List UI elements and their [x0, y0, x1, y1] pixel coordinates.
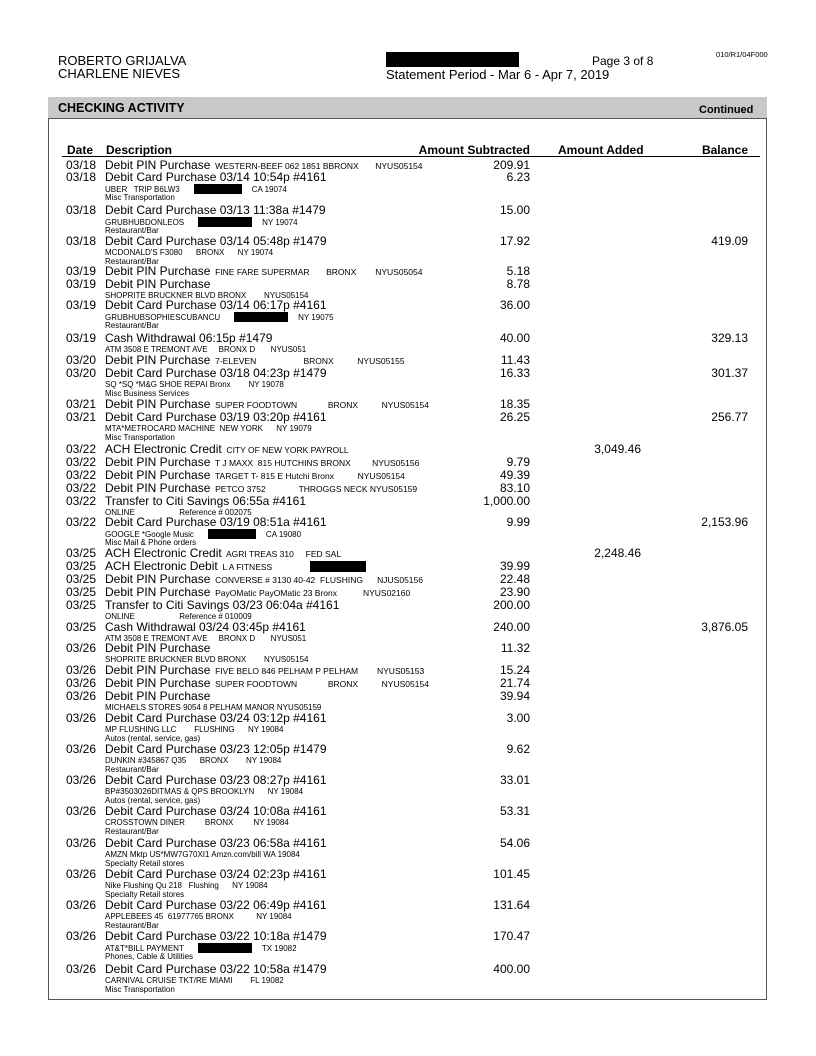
txn-merchant: ONLINE Reference # 002075	[105, 508, 252, 517]
txn-description	[105, 837, 327, 850]
txn-merchant: SUPER FOODTOWN BRONX NYUS05154	[210, 400, 429, 410]
txn-merchant: APPLEBEES 45 61977765 BRONX NY 19084	[105, 912, 292, 921]
txn-merchant: BP#3503026DITMAS & QPS BROOKLYN NY 19084	[105, 787, 304, 796]
txn-category: Misc Transportation	[105, 985, 175, 994]
txn-description	[105, 367, 327, 380]
txn-type: Debit PIN Purchase	[105, 689, 211, 703]
txn-date: 03/18	[66, 234, 97, 248]
txn-type: Debit Card Purchase 03/23 06:58a #4161	[105, 836, 327, 850]
txn-date: 03/26	[66, 867, 97, 881]
txn-category: Restaurant/Bar	[105, 827, 159, 836]
txn-type: Debit PIN Purchase	[105, 277, 211, 291]
txn-date: 03/19	[66, 277, 97, 291]
txn-category: Restaurant/Bar	[105, 921, 159, 930]
redaction-box	[194, 184, 242, 194]
txn-amount-subtracted: 21.74	[499, 676, 530, 690]
txn-amount-subtracted: 15.00	[499, 203, 530, 217]
txn-type: Debit PIN Purchase	[105, 468, 211, 482]
txn-date: 03/21	[66, 410, 97, 424]
txn-date: 03/22	[66, 455, 97, 469]
txn-date: 03/22	[66, 468, 97, 482]
txn-merchant: DUNKIN #345867 Q35 BRONX NY 19084	[105, 756, 282, 765]
txn-date: 03/22	[66, 481, 97, 495]
txn-description	[105, 411, 327, 424]
txn-type: Cash Withdrawal 03/24 03:45p #4161	[105, 620, 306, 634]
txn-merchant: ONLINE Reference # 010009	[105, 612, 252, 621]
txn-balance: 3,876.05	[701, 620, 748, 634]
txn-amount-subtracted: 40.00	[499, 331, 530, 345]
txn-merchant: FIVE BELO 846 PELHAM P PELHAM NYUS05153	[210, 666, 425, 676]
redaction-box	[208, 529, 256, 539]
col-added: Amount Added	[558, 143, 644, 157]
txn-description	[105, 278, 210, 291]
txn-type: Debit Card Purchase 03/24 03:12p #4161	[105, 711, 327, 725]
txn-category: Misc Mail & Phone orders	[105, 538, 197, 547]
txn-description	[105, 868, 327, 881]
txn-merchant: MP FLUSHING LLC FLUSHING NY 19084	[105, 725, 284, 734]
txn-amount-subtracted: 83.10	[499, 481, 530, 495]
txn-date: 03/20	[66, 353, 97, 367]
txn-type: Debit Card Purchase 03/24 10:08a #4161	[105, 804, 327, 818]
txn-description	[105, 774, 327, 787]
txn-date: 03/18	[66, 203, 97, 217]
txn-category: Specialty Retail stores	[105, 890, 185, 899]
txn-date: 03/25	[66, 546, 97, 560]
txn-date: 03/26	[66, 836, 97, 850]
statement-period: Statement Period - Mar 6 - Apr 7, 2019	[386, 67, 610, 82]
txn-amount-subtracted: 8.78	[506, 277, 530, 291]
txn-type: Debit Card Purchase 03/13 11:38a #1479	[105, 203, 326, 217]
txn-merchant: SQ *SQ *M&G SHOE REPAI Bronx NY 19078	[105, 380, 284, 389]
txn-date: 03/25	[66, 598, 97, 612]
txn-merchant: MTA*METROCARD MACHINE NEW YORK NY 19079	[105, 424, 312, 433]
redaction-box	[234, 312, 288, 322]
txn-amount-subtracted: 131.64	[493, 898, 530, 912]
redaction-box	[386, 52, 519, 67]
txn-amount-subtracted: 18.35	[499, 397, 530, 411]
txn-merchant: WESTERN-BEEF 062 1851 BBRONX NYUS05154	[210, 161, 423, 171]
txn-date: 03/25	[66, 559, 97, 573]
txn-merchant: GOOGLE *Google Music CA 19080	[105, 530, 302, 539]
txn-date: 03/18	[66, 170, 97, 184]
txn-type: Debit Card Purchase 03/14 10:54p #4161	[105, 170, 327, 184]
txn-amount-added: 2,248.46	[594, 546, 641, 560]
txn-merchant: CARNIVAL CRUISE TKT/RE MIAMI FL 19082	[105, 976, 284, 985]
txn-merchant: ATM 3508 E TREMONT AVE BRONX D NYUS051	[105, 345, 307, 354]
txn-type: Debit PIN Purchase	[105, 397, 211, 411]
col-balance: Balance	[701, 143, 748, 157]
header-rule	[62, 156, 760, 157]
txn-type: Debit PIN Purchase	[105, 353, 211, 367]
txn-date: 03/26	[66, 773, 97, 787]
txn-merchant: AMZN Mktp US*MW7G70XI1 Amzn.com/bill WA 19084	[105, 850, 300, 859]
txn-description	[105, 712, 327, 725]
txn-description	[105, 899, 327, 912]
txn-date: 03/26	[66, 641, 97, 655]
txn-date: 03/26	[66, 929, 97, 943]
txn-amount-subtracted: 9.99	[506, 515, 530, 529]
txn-merchant: SHOPRITE BRUCKNER BLVD BRONX NYUS05154	[105, 291, 309, 300]
txn-date: 03/18	[66, 158, 97, 172]
txn-category: Misc Business Services	[105, 389, 190, 398]
txn-amount-subtracted: 49.39	[499, 468, 530, 482]
txn-amount-subtracted: 170.47	[493, 929, 530, 943]
txn-merchant: T J MAXX 815 HUTCHINS BRONX NYUS05156	[210, 458, 420, 468]
txn-amount-subtracted: 23.90	[499, 585, 530, 599]
txn-balance: 419.09	[711, 234, 748, 248]
txn-type: Debit Card Purchase 03/19 03:20p #4161	[105, 410, 327, 424]
redaction-box	[310, 561, 366, 572]
txn-merchant: CONVERSE # 3130 40-42 FLUSHING NJUS05156	[210, 575, 423, 585]
col-date: Date	[67, 143, 94, 157]
txn-type: Debit Card Purchase 03/18 04:23p #1479	[105, 366, 327, 380]
txn-amount-subtracted: 3.00	[506, 711, 530, 725]
txn-description	[105, 171, 327, 184]
txn-type: Debit Card Purchase 03/14 06:17p #4161	[105, 298, 327, 312]
txn-amount-subtracted: 240.00	[493, 620, 530, 634]
txn-category: Autos (rental, service, gas)	[105, 734, 201, 743]
txn-description	[105, 299, 327, 312]
txn-merchant: FINE FARE SUPERMAR BRONX NYUS05054	[210, 267, 423, 277]
txn-description	[105, 599, 339, 612]
txn-date: 03/25	[66, 585, 97, 599]
txn-category: Phones, Cable & Utilities	[105, 952, 194, 961]
txn-description	[105, 495, 306, 508]
col-description: Description	[106, 143, 173, 157]
txn-type: Debit PIN Purchase	[105, 585, 211, 599]
txn-description	[105, 805, 327, 818]
txn-amount-added: 3,049.46	[594, 442, 641, 456]
txn-date: 03/20	[66, 366, 97, 380]
section-title: CHECKING ACTIVITY	[58, 101, 185, 115]
txn-date: 03/26	[66, 804, 97, 818]
txn-description	[105, 204, 326, 217]
txn-date: 03/26	[66, 663, 97, 677]
txn-amount-subtracted: 16.33	[499, 366, 530, 380]
txn-type: Debit PIN Purchase	[105, 663, 211, 677]
txn-merchant: PETCO 3752 THROGGS NECK NYUS05159	[210, 484, 418, 494]
txn-type: Debit PIN Purchase	[105, 455, 211, 469]
page-number: Page 3 of 8	[592, 54, 654, 68]
txn-date: 03/26	[66, 711, 97, 725]
txn-type: Debit PIN Purchase	[105, 264, 211, 278]
txn-merchant: CROSSTOWN DINER BRONX NY 19084	[105, 818, 289, 827]
continued-label: Continued	[699, 104, 754, 116]
account-holder-1: ROBERTO GRIJALVA	[58, 53, 187, 68]
txn-description	[105, 743, 327, 756]
txn-description	[105, 516, 327, 529]
txn-date: 03/19	[66, 331, 97, 345]
txn-category: Restaurant/Bar	[105, 765, 159, 774]
txn-description	[105, 642, 210, 655]
redaction-box	[198, 943, 252, 953]
txn-merchant: Nike Flushing Qu 218 Flushing NY 19084	[105, 881, 268, 890]
txn-amount-subtracted: 400.00	[493, 962, 530, 976]
txn-description	[105, 621, 306, 634]
txn-balance: 329.13	[711, 331, 748, 345]
txn-amount-subtracted: 11.32	[500, 641, 530, 655]
txn-amount-subtracted: 1,000.00	[483, 494, 530, 508]
txn-date: 03/21	[66, 397, 97, 411]
txn-type: ACH Electronic Credit	[105, 442, 222, 456]
txn-type: Debit Card Purchase 03/22 06:49p #4161	[105, 898, 327, 912]
txn-date: 03/25	[66, 572, 97, 586]
txn-amount-subtracted: 209.91	[493, 158, 530, 172]
txn-type: ACH Electronic Credit	[105, 546, 222, 560]
txn-amount-subtracted: 36.00	[499, 298, 530, 312]
txn-description	[105, 235, 327, 248]
txn-description	[105, 930, 327, 943]
txn-category: Restaurant/Bar	[105, 321, 159, 330]
txn-amount-subtracted: 6.23	[506, 170, 530, 184]
txn-merchant: SUPER FOODTOWN BRONX NYUS05154	[210, 679, 429, 689]
txn-merchant: AGRI TREAS 310 FED SAL	[221, 549, 342, 559]
txn-date: 03/22	[66, 442, 97, 456]
txn-merchant: GRUBHUBSOPHIESCUBANCU NY 19075	[105, 313, 334, 322]
txn-date: 03/19	[66, 298, 97, 312]
txn-type: Debit Card Purchase 03/19 08:51a #4161	[105, 515, 327, 529]
txn-amount-subtracted: 33.01	[499, 773, 530, 787]
txn-balance: 256.77	[711, 410, 748, 424]
txn-category: Specialty Retail stores	[105, 859, 185, 868]
txn-description	[105, 690, 210, 703]
txn-type: Debit Card Purchase 03/14 05:48p #1479	[105, 234, 327, 248]
txn-type: Transfer to Citi Savings 03/23 06:04a #4161	[105, 598, 340, 612]
txn-amount-subtracted: 54.06	[499, 836, 530, 850]
txn-amount-subtracted: 22.48	[499, 572, 530, 586]
txn-category: Restaurant/Bar	[105, 226, 159, 235]
account-holder-2: CHARLENE NIEVES	[58, 66, 181, 81]
txn-balance: 301.37	[711, 366, 748, 380]
redaction-box	[198, 217, 252, 227]
txn-merchant: MCDONALD'S F3080 BRONX NY 19074	[105, 248, 274, 257]
txn-date: 03/26	[66, 898, 97, 912]
txn-amount-subtracted: 39.99	[499, 559, 530, 573]
txn-date: 03/26	[66, 676, 97, 690]
txn-type: Cash Withdrawal 06:15p #1479	[105, 331, 273, 345]
txn-amount-subtracted: 11.43	[500, 353, 530, 367]
txn-type: Transfer to Citi Savings 06:55a #4161	[105, 494, 307, 508]
txn-amount-subtracted: 15.24	[499, 663, 530, 677]
txn-type: Debit PIN Purchase	[105, 641, 211, 655]
txn-merchant: CITY OF NEW YORK PAYROLL	[221, 445, 349, 455]
txn-amount-subtracted: 9.79	[506, 455, 530, 469]
txn-category: Misc Transportation	[105, 433, 175, 442]
txn-date: 03/22	[66, 515, 97, 529]
txn-amount-subtracted: 101.45	[493, 867, 530, 881]
txn-date: 03/26	[66, 689, 97, 703]
txn-description	[105, 332, 272, 345]
txn-balance: 2,153.96	[701, 515, 748, 529]
txn-type: Debit PIN Purchase	[105, 158, 211, 172]
txn-type: Debit Card Purchase 03/23 08:27p #4161	[105, 773, 327, 787]
txn-date: 03/26	[66, 742, 97, 756]
txn-date: 03/19	[66, 264, 97, 278]
txn-type: Debit PIN Purchase	[105, 572, 211, 586]
txn-amount-subtracted: 39.94	[499, 689, 530, 703]
txn-merchant: SHOPRITE BRUCKNER BLVD BRONX NYUS05154	[105, 655, 309, 664]
txn-merchant: MICHAELS STORES 9054 8 PELHAM MANOR NYUS05159	[105, 703, 322, 712]
txn-type: ACH Electronic Debit	[105, 559, 218, 573]
txn-category: Misc Transportation	[105, 193, 175, 202]
txn-amount-subtracted: 9.62	[506, 742, 530, 756]
txn-category: Restaurant/Bar	[105, 257, 159, 266]
txn-date: 03/25	[66, 620, 97, 634]
txn-type: Debit Card Purchase 03/24 02:23p #4161	[105, 867, 327, 881]
txn-type: Debit Card Purchase 03/22 10:18a #1479	[105, 929, 327, 943]
txn-amount-subtracted: 26.25	[499, 410, 530, 424]
txn-merchant: UBER TRIP B6LW3 CA 19074	[105, 185, 287, 194]
form-code: 010/R1/04F000	[716, 50, 768, 59]
txn-merchant: L A FITNESS	[217, 562, 273, 572]
txn-merchant: ATM 3508 E TREMONT AVE BRONX D NYUS051	[105, 634, 307, 643]
txn-merchant: 7-ELEVEN BRONX NYUS05155	[210, 356, 405, 366]
txn-amount-subtracted: 53.31	[499, 804, 530, 818]
txn-date: 03/26	[66, 962, 97, 976]
txn-amount-subtracted: 200.00	[493, 598, 530, 612]
txn-type: Debit Card Purchase 03/23 12:05p #1479	[105, 742, 327, 756]
txn-type: Debit PIN Purchase	[105, 676, 211, 690]
txn-type: Debit Card Purchase 03/22 10:58a #1479	[105, 962, 327, 976]
txn-date: 03/22	[66, 494, 97, 508]
txn-category: Autos (rental, service, gas)	[105, 796, 201, 805]
col-subtracted: Amount Subtracted	[418, 143, 530, 157]
txn-merchant: GRUBHUBDONLEOS NY 19074	[105, 218, 298, 227]
txn-amount-subtracted: 17.92	[499, 234, 530, 248]
txn-merchant: AT&T*BILL PAYMENT TX 19082	[105, 944, 297, 953]
txn-merchant: TARGET T- 815 E Hutchi Bronx NYUS05154	[210, 471, 405, 481]
txn-description	[105, 963, 327, 976]
txn-merchant: PayOMatic PayOMatic 23 Bronx NYUS02160	[210, 588, 411, 598]
txn-amount-subtracted: 5.18	[506, 264, 530, 278]
txn-type: Debit PIN Purchase	[105, 481, 211, 495]
